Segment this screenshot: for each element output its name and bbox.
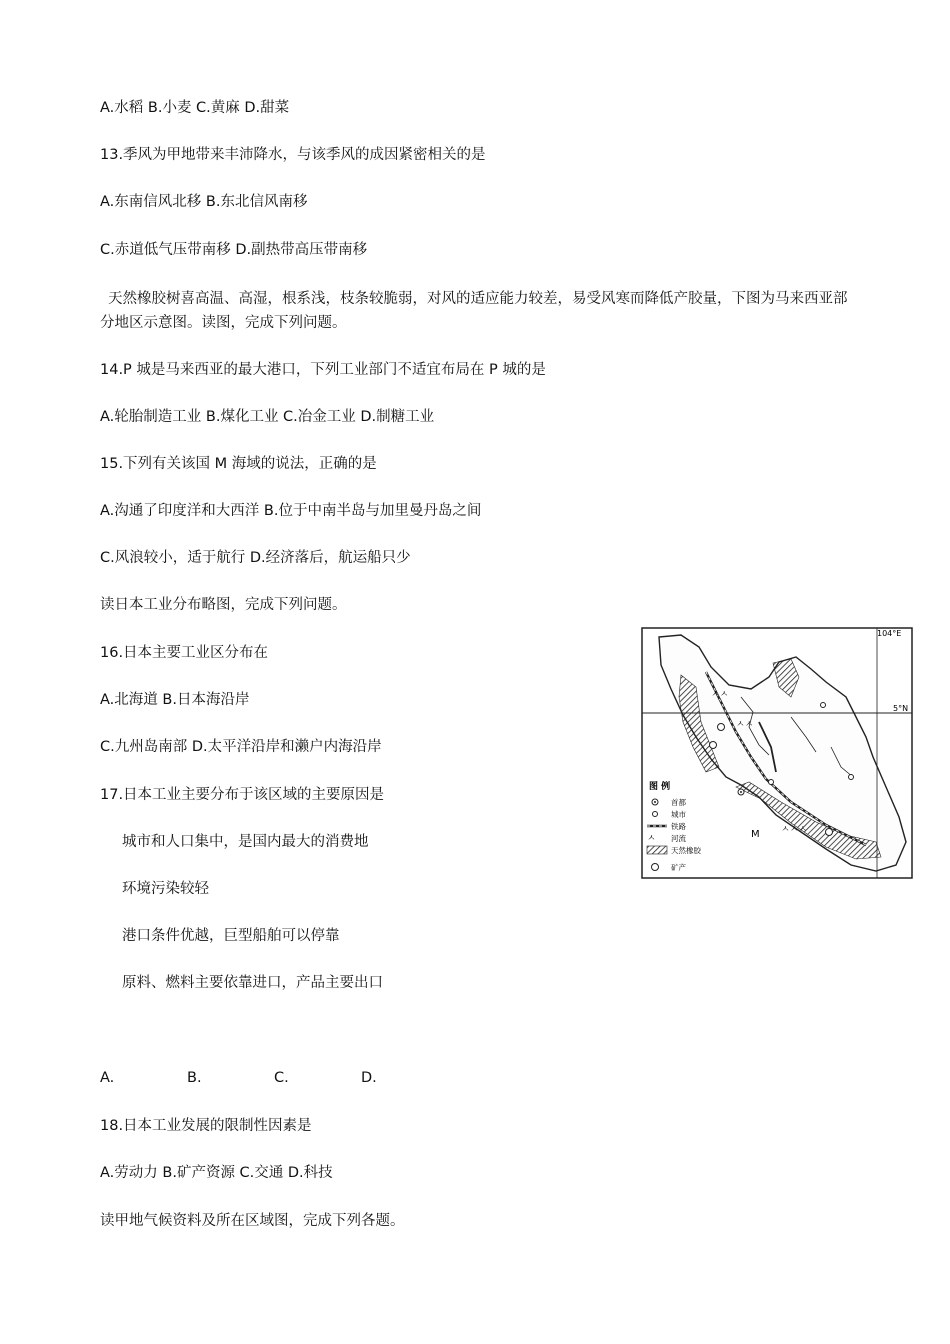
- q17-option-c: C.: [274, 1070, 289, 1086]
- river-symbol: ㅅㅅㅅ: [781, 825, 808, 835]
- legend-city-label: 城市: [671, 810, 686, 819]
- q17-option-b: B.: [187, 1070, 202, 1086]
- river-symbol: ㅅㅅ: [711, 690, 729, 700]
- malaysia-map: [641, 627, 913, 879]
- q16-stem: 16.日本主要工业区分布在: [100, 645, 269, 661]
- sea-m-label: M: [751, 829, 760, 840]
- q12-options: A.水稻 B.小麦 C.黄麻 D.甜菜: [100, 100, 290, 116]
- rubber-intro: 天然橡胶树喜高温、高湿，根系浅，枝条较脆弱，对风的适应能力较差，易受风寒而降低产胶量，下图为马来西亚部分地区示意图。读图，完成下列问题。: [100, 291, 848, 331]
- legend-rail-label: 铁路: [671, 822, 686, 831]
- mine-marker: [718, 724, 725, 731]
- legend-capital-label: 首都: [671, 798, 686, 807]
- q16-options-ab: A.北海道 B.日本海沿岸: [100, 692, 250, 708]
- q17-statement-4: 原料、燃料主要依靠进口，产品主要出口: [122, 975, 383, 991]
- legend-city-icon: [653, 812, 658, 817]
- legend-river-icon: ㅅ: [647, 834, 656, 844]
- q16-options-cd: C.九州岛南部 D.太平洋沿岸和濑户内海沿岸: [100, 739, 382, 755]
- capital-marker-dot: [740, 791, 742, 793]
- climate-intro: 读甲地气候资料及所在区域图，完成下列各题。: [100, 1213, 405, 1229]
- q17-statement-1: 城市和人口集中，是国内最大的消费地: [122, 834, 369, 850]
- city-marker: [849, 775, 854, 780]
- river-symbol: ㅅㅅ: [736, 720, 754, 730]
- q17-option-d: D.: [361, 1070, 377, 1086]
- lon-label: 104°E: [877, 629, 902, 638]
- legend-river-label: 河流: [671, 834, 686, 843]
- japan-intro: 读日本工业分布略图，完成下列问题。: [100, 597, 347, 613]
- q17-statement-2: 环境污染较轻: [122, 881, 209, 897]
- q14-stem: 14.P 城是马来西亚的最大港口，下列工业部门不适宜布局在 P 城的是: [100, 362, 546, 378]
- q13-stem: 13.季风为甲地带来丰沛降水，与该季风的成因紧密相关的是: [100, 147, 486, 163]
- city-marker: [821, 703, 826, 708]
- legend-mine-icon: [652, 864, 659, 871]
- q14-options: A.轮胎制造工业 B.煤化工业 C.冶金工业 D.制糖工业: [100, 409, 435, 425]
- q15-options-cd: C.风浪较小，适于航行 D.经济落后，航运船只少: [100, 550, 411, 566]
- legend-capital-icon-dot: [654, 801, 656, 803]
- q18-options: A.劳动力 B.矿产资源 C.交通 D.科技: [100, 1165, 333, 1181]
- q15-options-ab: A.沟通了印度洋和大西洋 B.位于中南半岛与加里曼丹岛之间: [100, 503, 482, 519]
- mine-marker: [826, 829, 833, 836]
- mine-marker: [710, 742, 717, 749]
- legend-rubber-icon: [647, 846, 667, 854]
- q18-stem: 18.日本工业发展的限制性因素是: [100, 1118, 312, 1134]
- city-marker: [769, 780, 774, 785]
- q17-statement-3: 港口条件优越，巨型船舶可以停靠: [122, 928, 340, 944]
- q17-option-a: A.: [100, 1070, 115, 1086]
- legend-rubber-label: 天然橡胶: [671, 846, 701, 855]
- q13-options-ab: A.东南信风北移 B.东北信风南移: [100, 194, 308, 210]
- q13-options-cd: C.赤道低气压带南移 D.副热带高压带南移: [100, 242, 368, 258]
- legend-title: 图 例: [649, 782, 671, 792]
- q15-stem: 15.下列有关该国 M 海域的说法，正确的是: [100, 456, 377, 472]
- lat-label: 5°N: [893, 704, 909, 713]
- legend-mine-label: 矿产: [671, 863, 686, 872]
- q17-stem: 17.日本工业主要分布于该区域的主要原因是: [100, 787, 385, 803]
